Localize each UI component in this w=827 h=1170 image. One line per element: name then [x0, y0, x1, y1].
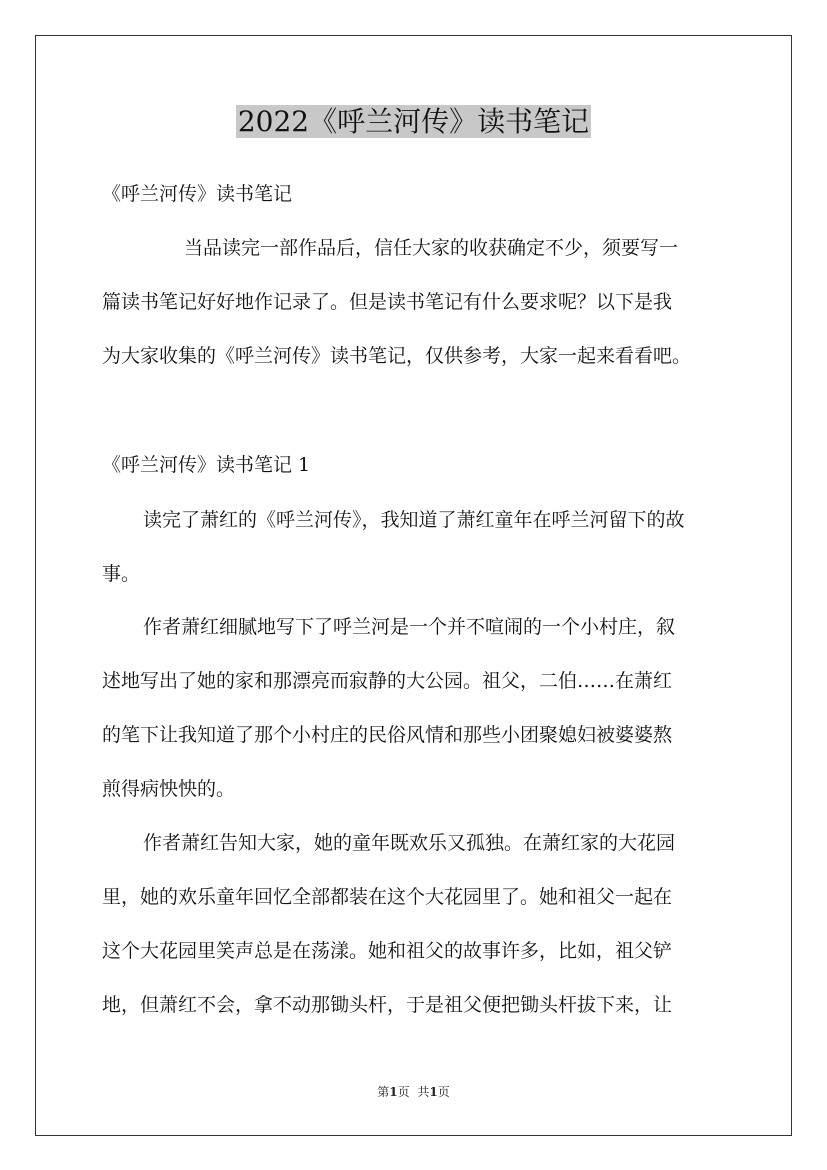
intro-line: 篇读书笔记好好地作记录了。但是读书笔记有什么要求呢？以下是我 [102, 291, 673, 313]
paragraph-line: 述地写出了她的家和那漂亮而寂静的大公园。祖父，二伯……在萧红 [102, 670, 673, 692]
paragraph-line: 这个大花园里笑声总是在荡漾。她和祖父的故事许多，比如，祖父铲 [102, 940, 673, 962]
document-title-text: 2022《呼兰河传》读书笔记 [237, 105, 590, 138]
footer-page-number: 1 [389, 1085, 398, 1099]
paragraph-line: 地，但萧红不会，拿不动那锄头杆，于是祖父便把锄头杆拔下来，让 [102, 994, 673, 1016]
paragraph-line: 的笔下让我知道了那个小村庄的民俗风情和那些小团聚媳妇被婆婆熬 [102, 724, 673, 746]
paragraph-line: 煎得病怏怏的。 [102, 778, 236, 800]
paragraph-line: 作者萧红告知大家，她的童年既欢乐又孤独。在萧红家的大花园 [143, 832, 676, 854]
document-subtitle: 《呼兰河传》读书笔记 [102, 183, 293, 205]
paragraph-line: 里，她的欢乐童年回忆全部都装在这个大花园里了。她和祖父一起在 [102, 886, 673, 908]
footer-total-prefix: 共 [417, 1085, 430, 1099]
page-footer [0, 1084, 827, 1100]
footer-page-unit: 页 [397, 1085, 410, 1099]
paragraph-line: 事。 [102, 563, 141, 585]
section-heading: 《呼兰河传》读书笔记 1 [102, 454, 311, 476]
footer-prefix: 第 [377, 1085, 390, 1099]
paragraph-line: 作者萧红细腻地写下了呼兰河是一个并不喧闹的一个小村庄，叙 [143, 616, 676, 638]
intro-line: 当品读完一部作品后，信任大家的收获确定不少，须要写一 [184, 237, 679, 259]
footer-total-pages: 1 [429, 1085, 438, 1099]
footer-total-unit: 页 [437, 1085, 450, 1099]
document-title [0, 100, 827, 144]
paragraph-line: 读完了萧红的《呼兰河传》，我知道了萧红童年在呼兰河留下的故 [143, 509, 685, 531]
intro-line: 为大家收集的《呼兰河传》读书笔记，仅供参考，大家一起来看看吧。 [102, 345, 692, 367]
